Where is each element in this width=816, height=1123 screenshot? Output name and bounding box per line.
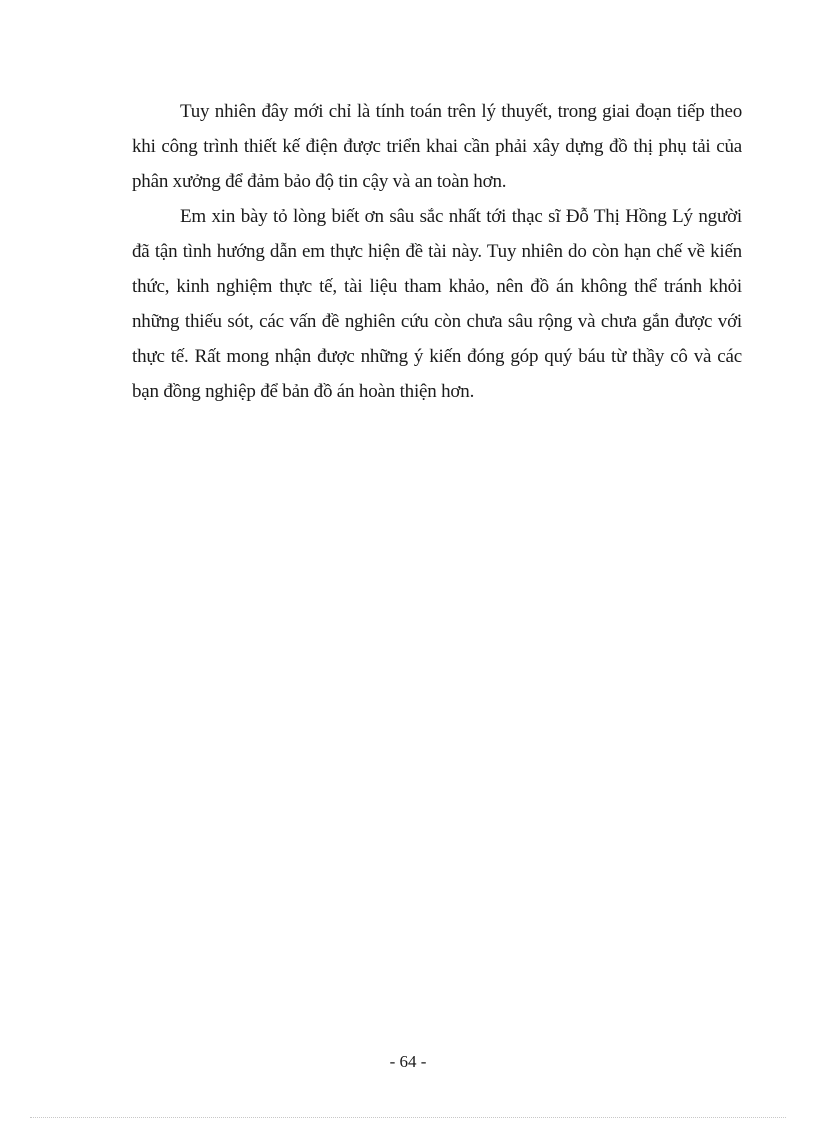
paragraph-conclusion: Tuy nhiên đây mới chỉ là tính toán trên lý thuyết, trong giai đoạn tiếp theo khi công trình thiết kế điện được triển khai cần phải xây dựng đồ thị phụ tải của phân xưởng để đảm bảo độ tin cậy và an toàn hơn. [132, 101, 742, 192]
body-text [132, 94, 742, 409]
page-bottom-border [30, 1117, 786, 1118]
page-number: - 64 - [389, 1052, 427, 1071]
paragraph-acknowledgement: Em xin bày tỏ lòng biết ơn sâu sắc nhất tới thạc sĩ Đỗ Thị Hồng Lý người đã tận tình hướng dẫn em thực hiện đề tài này. Tuy nhiên do còn hạn chế về kiến thức, kinh nghiệm thực tế, tài liệu tham khảo, nên đồ án không thể tránh khỏi những thiếu sót, các vấn đề nghiên cứu còn chưa sâu rộng và chưa gắn được với thực tế. Rất mong nhận được những ý kiến đóng góp quý báu từ thầy cô và các bạn đồng nghiệp để bản đồ án hoàn thiện hơn. [132, 206, 742, 402]
